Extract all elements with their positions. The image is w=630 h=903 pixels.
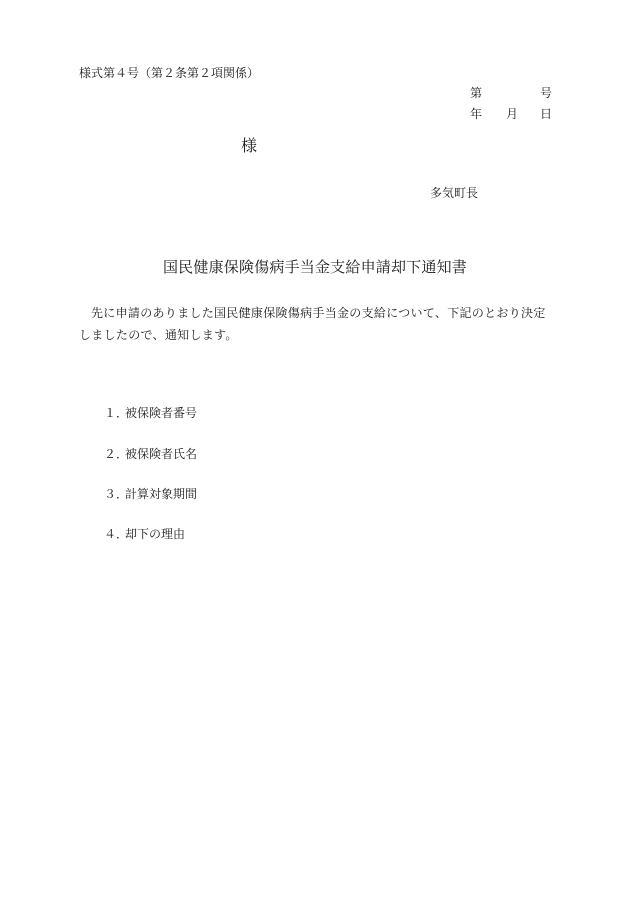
body-text: 先に申請のありました国民健康保険傷病手当金の支給について、下記のとおり決定しましたので、通知します。	[79, 306, 546, 342]
date-year-label: 年	[470, 107, 483, 121]
list-item-label: 却下の理由	[125, 527, 186, 541]
list-item-label: 計算対象期間	[125, 487, 198, 501]
list-item-rejection-reason	[104, 525, 185, 542]
document-number-suffix: 号	[539, 86, 552, 100]
list-item-number: ４．	[104, 527, 129, 541]
list-item-insured-name	[104, 445, 197, 462]
date-line	[470, 105, 552, 121]
list-item-insured-number	[104, 404, 197, 421]
list-item-calculation-period	[104, 485, 197, 502]
list-item-number: １．	[104, 406, 129, 420]
document-number-prefix: 第	[470, 86, 483, 100]
list-item-label: 被保険者氏名	[125, 447, 198, 461]
list-item-number: ３．	[104, 487, 129, 501]
list-item-label: 被保険者番号	[125, 406, 198, 420]
date-month-label: 月	[506, 107, 519, 121]
list-item-number: ２．	[104, 447, 129, 461]
addressee-suffix: 様	[241, 136, 258, 155]
issuer-name: 多気町長	[430, 186, 479, 200]
date-day-label: 日	[539, 107, 552, 121]
document-number-line	[470, 84, 552, 100]
document-title: 国民健康保険傷病手当金支給申請却下通知書	[162, 258, 467, 276]
form-number: 様式第４号（第２条第２項関係）	[79, 66, 260, 80]
